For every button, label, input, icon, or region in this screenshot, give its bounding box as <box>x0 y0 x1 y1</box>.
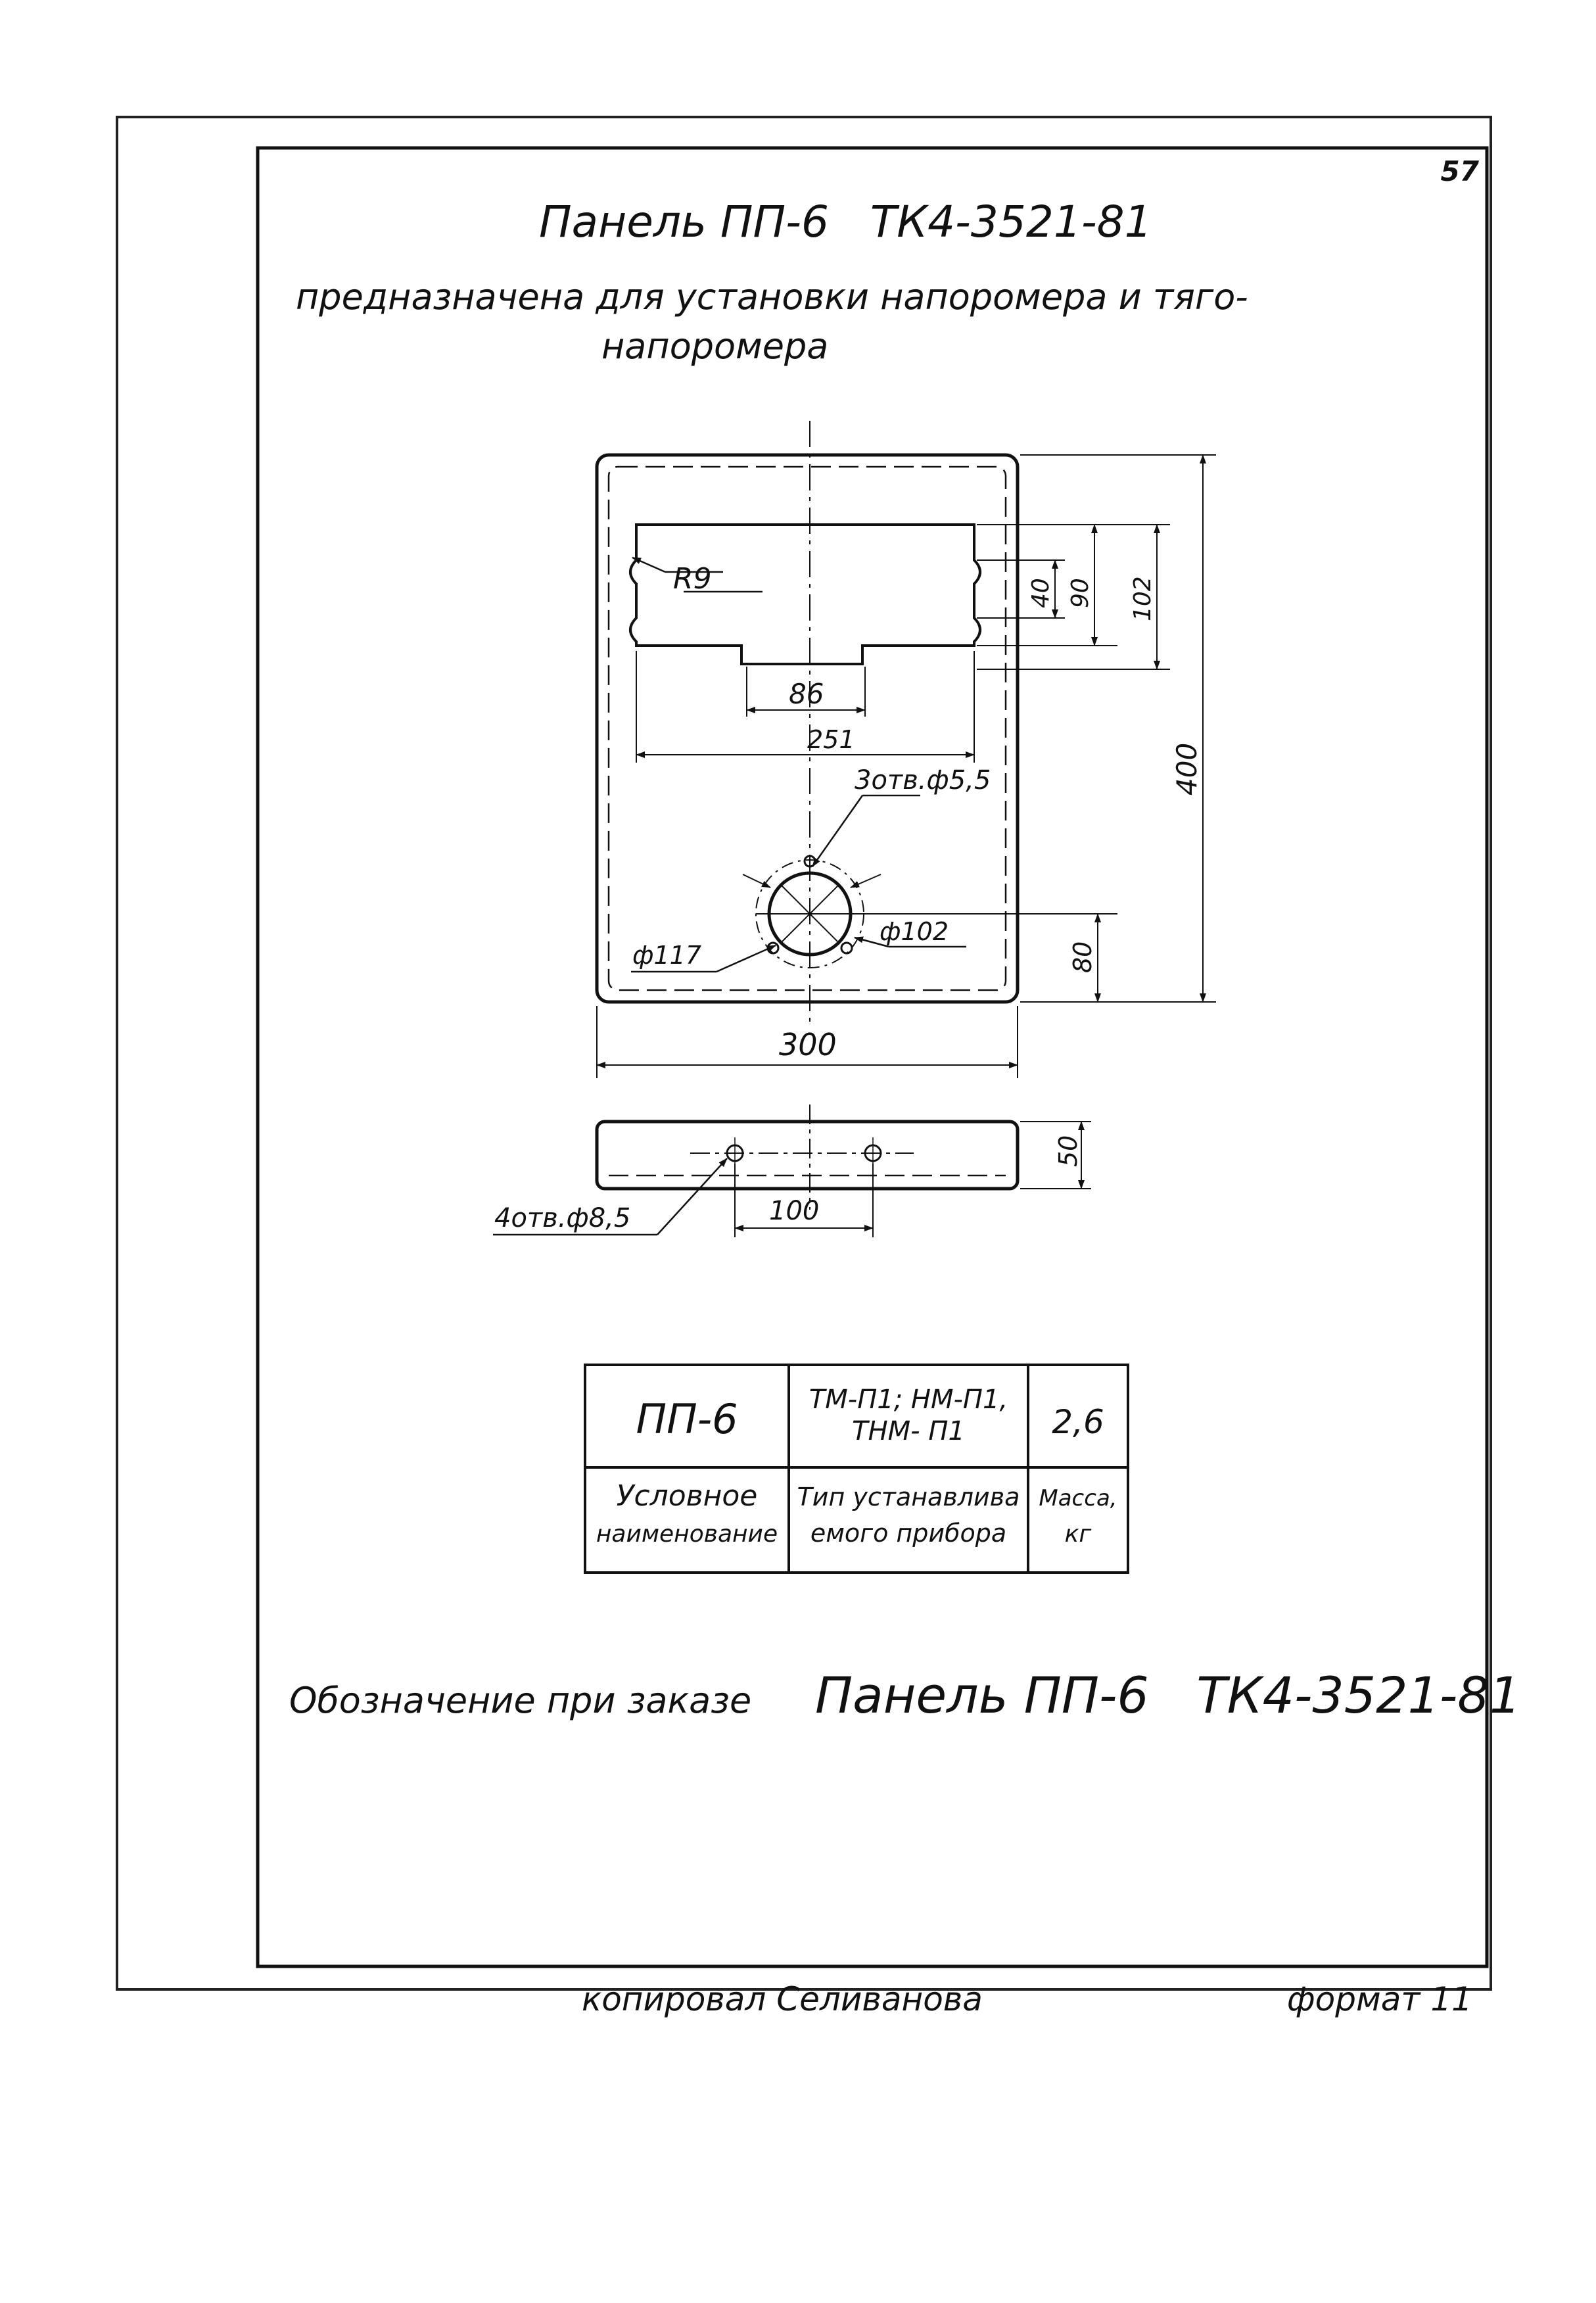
sheet-subtitle-line1: предназначена для установки напоромера и тяго- <box>296 276 1248 318</box>
table-type-cell-line1: ТМ-П1; НМ-П1, <box>809 1385 1008 1415</box>
dim-40-label: 40 <box>1027 578 1054 608</box>
dim-90-label: 90 <box>1067 578 1094 608</box>
dim-100-label: 100 <box>769 1196 820 1226</box>
order-designation-prefix: Обозначение при заказе <box>289 1680 752 1721</box>
mounting-hole <box>841 943 852 953</box>
table-type-cell-line2: ТНМ- П1 <box>852 1416 965 1446</box>
sheet-subtitle-line2: напоромера <box>601 325 829 367</box>
table-name-cell: ПП-6 <box>636 1395 738 1443</box>
table-header-mass-line1: Масса, <box>1039 1485 1117 1511</box>
dim-102-label: 102 <box>1129 576 1156 621</box>
table-header-mass-line2: кг <box>1064 1521 1092 1548</box>
dim-80-label: 80 <box>1068 941 1097 973</box>
dim-300-label: 300 <box>779 1027 837 1062</box>
dia-102-label: ф102 <box>880 917 949 946</box>
page-number: 57 <box>1440 155 1479 187</box>
front-view <box>597 421 1216 1078</box>
bottom-view-outline <box>597 1122 1018 1189</box>
order-designation: Панель ПП-6 ТК4-3521-81 <box>815 1666 1521 1724</box>
dim-400-label: 400 <box>1171 742 1203 795</box>
dia-117-label: ф117 <box>632 941 702 970</box>
sheet-format: формат 11 <box>1286 1980 1472 2018</box>
table-header-name-line2: наименование <box>596 1521 778 1548</box>
table-header-type-line2: емого прибора <box>810 1519 1007 1548</box>
sheet-title: Панель ПП-6 ТК4-3521-81 <box>539 197 1152 247</box>
dim-50-label: 50 <box>1054 1135 1083 1167</box>
holes-4-label: 4отв.ф8,5 <box>494 1203 631 1233</box>
dim-86-label: 86 <box>789 678 824 710</box>
dim-251-label: 251 <box>807 725 855 754</box>
table-mass-cell: 2,6 <box>1052 1403 1104 1441</box>
radius-label: R9 <box>673 562 712 596</box>
table-header-name-line1: Условное <box>616 1479 758 1513</box>
table-header-type-line1: Тип устанавлива <box>797 1483 1020 1511</box>
copied-by: копировал Селиванова <box>582 1980 983 2018</box>
holes-3-label: 3отв.ф5,5 <box>855 765 991 795</box>
